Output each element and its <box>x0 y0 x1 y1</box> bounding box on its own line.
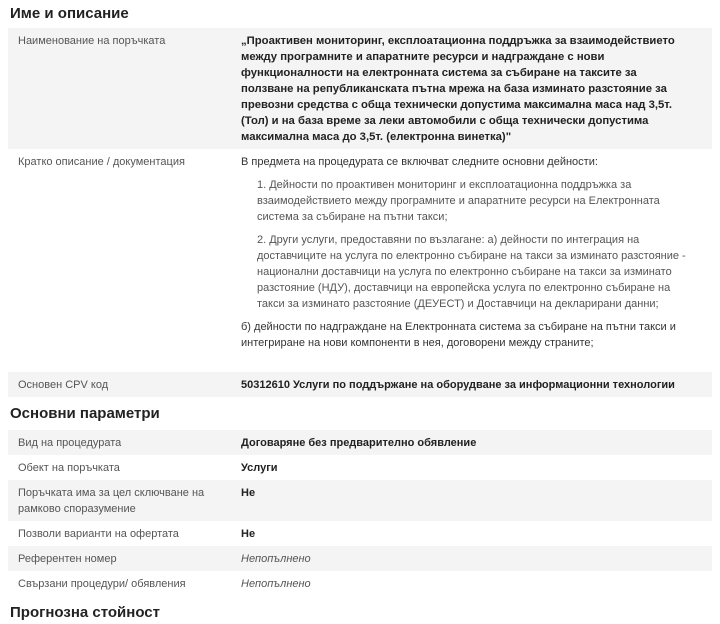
field-label: Основен CPV код <box>18 379 109 391</box>
section-title-estimated-value: Прогнозна стойност <box>10 604 160 621</box>
description-intro: В предмета на процедурата се включват следните основни дейности: <box>241 156 598 168</box>
description-item-1: 1. Дейности по проактивен мониторинг и експлоатационна поддръжка за взаимодействието между програмните и апаратните ресурси на Електронната система за събиране на пътни такси; <box>257 179 660 223</box>
field-label: Наименование на поръчката <box>18 35 166 47</box>
field-value: 50312610 Услуги по поддържане на оборудване за информационни технологии <box>241 379 675 391</box>
section-title-name-description: Име и описание <box>10 5 129 22</box>
row-reference-number <box>8 546 712 571</box>
field-value: Не <box>241 487 256 499</box>
row-contract-object <box>8 455 712 480</box>
section-title-main-parameters: Основни параметри <box>10 405 160 422</box>
row-short-description <box>8 149 712 369</box>
row-allow-variants <box>8 521 712 546</box>
field-value: Непопълнено <box>241 553 311 565</box>
field-value <box>241 149 712 369</box>
description-item-b: б) дейности по надграждане на Електронната система за събиране на пътни такси и интегриране на нови компоненти в нея, договорени между страните; <box>241 321 676 349</box>
field-value: Договаряне без предварително обявление <box>241 437 477 449</box>
description-item-2: 2. Други услуги, предоставяни по възлагане: а) дейности по интеграция на доставчиците на услуга по електронно събиране на такси за изминато разстояние - национални доставчици на услуга по електронно събиране на такси за изминато разстояние (НДУ), доставчици на европейска услуга по електронно събиране на такси за изминато разстояние (ДЕУЕСТ) и Доставчици на декларирани данни; <box>257 234 686 310</box>
field-value: Непопълнено <box>241 578 311 590</box>
field-value: Услуги <box>241 462 278 474</box>
row-related-procedures <box>8 571 712 596</box>
field-label: Позволи варианти на офертата <box>18 528 179 540</box>
field-label: Референтен номер <box>18 553 117 565</box>
field-label: Обект на поръчката <box>18 462 120 474</box>
field-label: Вид на процедурата <box>18 437 122 449</box>
field-label: Поръчката има за цел сключване на рамково споразумение <box>18 487 205 515</box>
row-cpv-code <box>8 372 712 397</box>
field-value: „Проактивен мониторинг, експлоатационна поддръжка за взаимодействието между програмните и апаратните ресурси и надграждане с нови функционалности на електронната система за събиране на таксите за ползване на републиканската пътна мрежа на база изминато разстояние за превозни средства с обща технически допустима максимална маса над 3,5т. (Тол) и на база време за леки автомобили с обща технически допустима максимална маса до 3,5т. (електронна винетка)" <box>241 35 675 143</box>
row-framework-agreement <box>8 480 712 521</box>
row-contract-name <box>8 28 712 149</box>
field-value: Не <box>241 528 256 540</box>
field-label: Свързани процедури/ обявления <box>18 578 186 590</box>
field-label: Кратко описание / документация <box>18 156 185 168</box>
row-procedure-type <box>8 430 712 455</box>
